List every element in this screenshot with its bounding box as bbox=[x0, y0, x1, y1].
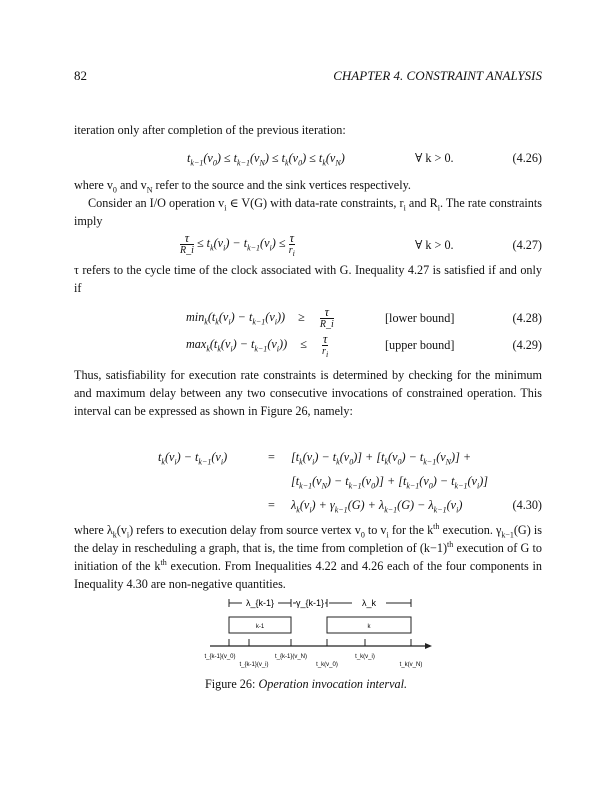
equation-condition: ∀ k > 0. bbox=[415, 238, 454, 252]
paragraph: Thus, satisfiability for execution rate constraints is determined by checking for the minimum and maximum delay between any two consecutive invocations of constrained operation. This interval can be expressed as shown in Figure 26, namely: bbox=[74, 368, 542, 418]
equals: = bbox=[268, 498, 275, 512]
equation-4-28: $\min_k(t_k(v_i) - t_{k-1}(v_i))$ ≥ $\frac{\tau}{R\_i}$ bbox=[186, 305, 334, 330]
paragraph: where $\lambda_k(v_i)$ refers to execution delay from source vertex $v_0$ to $v_i$ for the $k^{th}$ execution. $\gamma_{k-1}(G)$ is the delay in rescheduling a graph, that is, the time from completion of $(k-1)^{th}$ execution of G to initiation of the $k^{th}$ execution. From Inequalities 4.22 and 4.26 each of the four components in Inequality 4.30 are non-negative quantities. bbox=[74, 521, 542, 591]
equation-4-30-line3: $\lambda_k(v_i) + \gamma_{k-1}(G) + \lambda_{k-1}(G) - \lambda_{k-1}(v_i)$ bbox=[291, 498, 463, 515]
figure-caption: Figure 26: Operation invocation interval. bbox=[204, 677, 408, 691]
paragraph: τ refers to the cycle time of the clock associated with G. Inequality 4.27 is satisfied if and only if bbox=[74, 263, 542, 295]
equation-4-26: $t_{k-1}(v_0) \le t_{k-1}(v_N) \le t_k(v_0) \le t_k(v_N)$ bbox=[187, 151, 345, 168]
page-number: 82 bbox=[74, 68, 87, 83]
fraction-denominator: R_i bbox=[180, 245, 194, 256]
equation-number: (4.26) bbox=[512, 151, 542, 165]
fraction-denominator: R_i bbox=[319, 319, 334, 330]
equation-condition: ∀ k > 0. bbox=[415, 151, 454, 165]
paragraph: where $v_0$ and $v_N$ refer to the source and the sink vertices respectively. bbox=[74, 178, 411, 195]
equation-number: (4.29) bbox=[512, 338, 542, 352]
bound-note: [lower bound] bbox=[385, 311, 455, 325]
tick-label: t_k(v_0) bbox=[316, 662, 338, 668]
equation-4-29: $\max_k(t_k(v_i) - t_{k-1}(v_i))$ ≤ $\frac{\tau}{r_i}$ bbox=[186, 332, 329, 359]
box-label: k bbox=[367, 624, 371, 630]
equation-4-30-line2: $[t_{k-1}(v_N) - t_{k-1}(v_0)] + [t_{k-1}(v_0) - t_{k-1}(v_i)]$ bbox=[291, 474, 488, 491]
chapter-header: CHAPTER 4. CONSTRAINT ANALYSIS bbox=[333, 68, 542, 83]
equation-4-27: $\frac{\tau}{R\_i}$ ≤ $t_k(v_i) - t_{k-1}(v_i)$ ≤ $\frac{\tau}{r_i}$ bbox=[180, 231, 295, 258]
tick-label: t_{k-1}(v_i) bbox=[239, 662, 269, 668]
paragraph: iteration only after completion of the previous iteration: bbox=[74, 123, 346, 137]
lambda-k-label: λ_k bbox=[361, 598, 377, 608]
box-label: k-1 bbox=[255, 624, 265, 630]
tick-label: t_k(v_i) bbox=[355, 654, 375, 660]
equation-4-30-lhs: $t_k(v_i) - t_{k-1}(v_i)$ bbox=[158, 450, 228, 467]
tick-label: t_{k-1}(v_N) bbox=[274, 654, 308, 660]
gamma-k-1-label: γ_{k-1} bbox=[295, 598, 325, 608]
bound-note: [upper bound] bbox=[385, 338, 455, 352]
equals: = bbox=[268, 450, 275, 464]
paragraph: Consider an I/O operation $v_i$ ∈ V(G) with data-rate constraints, $r_i$ and $R_i$. The rate constraints imply bbox=[74, 196, 543, 228]
equation-number: (4.28) bbox=[512, 311, 542, 325]
equation-4-30-line1: $[t_k(v_i) - t_k(v_0)] + [t_k(v_0) - t_{k-1}(v_N)]$ + bbox=[291, 450, 472, 467]
tick-label: t_{k-1}(v_0) bbox=[204, 654, 236, 660]
lambda-k-1-label: λ_{k-1} bbox=[245, 598, 275, 608]
tick-label: t_k(v_N) bbox=[399, 662, 423, 668]
equation-number: (4.27) bbox=[512, 238, 542, 252]
fraction-numerator: τ bbox=[180, 232, 194, 245]
equation-number: (4.30) bbox=[512, 498, 542, 512]
figure-26-diagram bbox=[160, 590, 460, 670]
